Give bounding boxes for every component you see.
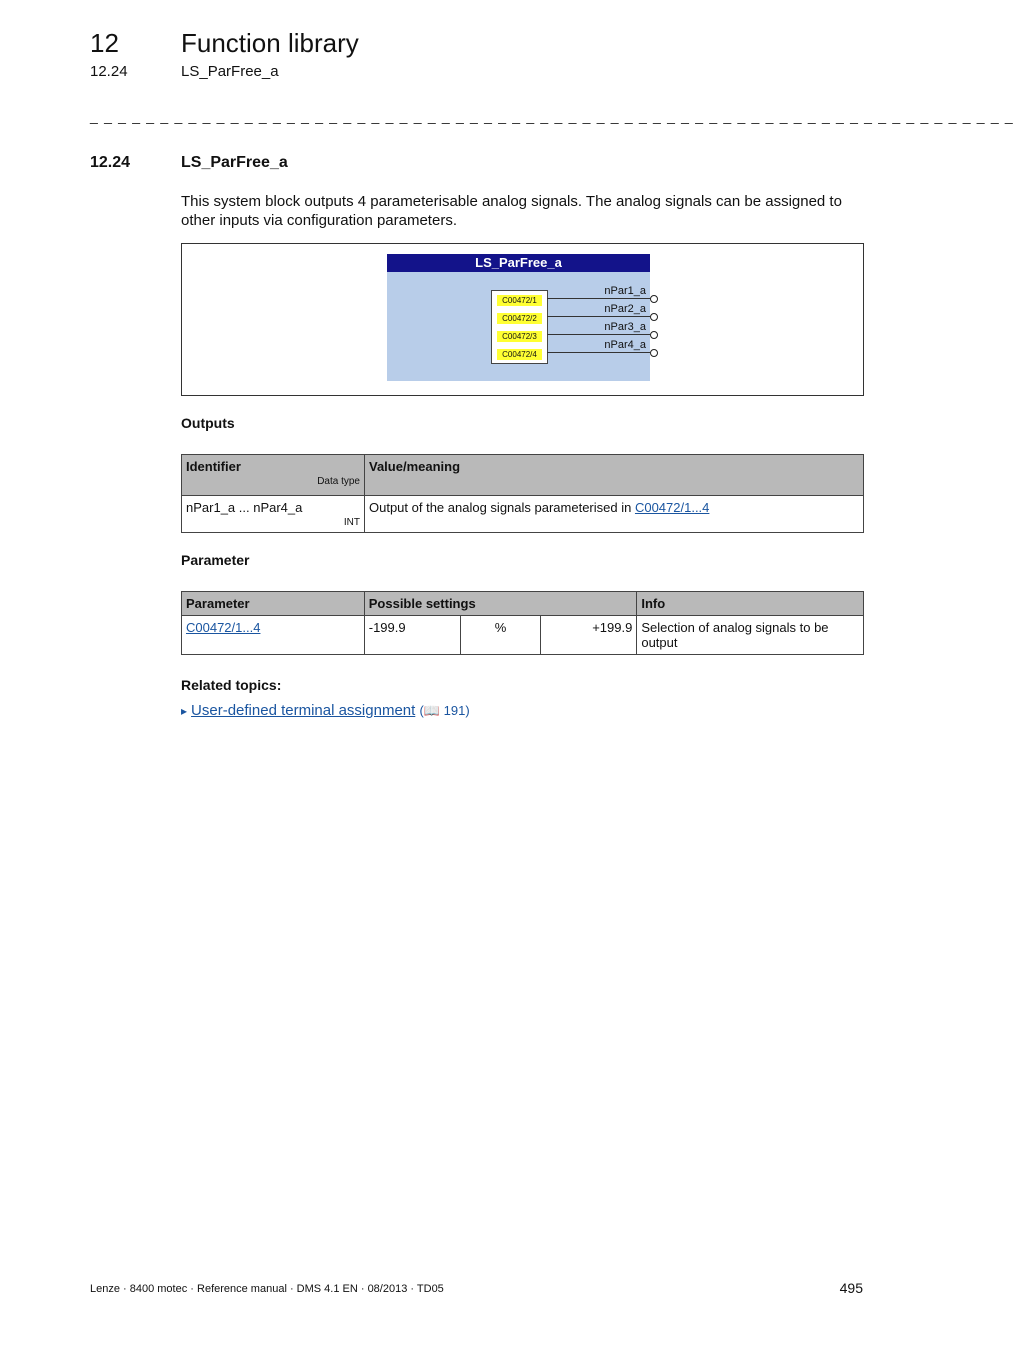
parameter-header: Parameter: [182, 592, 365, 616]
footer-document-info: Lenze · 8400 motec · Reference manual · DMS 4.1 EN · 08/2013 · TD05: [90, 1283, 444, 1295]
table-row: [182, 496, 864, 533]
output-label: nPar1_a: [604, 285, 646, 297]
output-line: [547, 316, 650, 317]
chapter-number: 12: [90, 28, 119, 58]
output-label: nPar2_a: [604, 303, 646, 315]
possible-settings-header: Possible settings: [364, 592, 637, 616]
identifier-value: nPar1_a ... nPar4_a: [186, 500, 303, 515]
parameter-link[interactable]: C00472/1...4: [186, 620, 261, 635]
book-icon: 📖: [423, 703, 441, 718]
header-dashed-rule: _ _ _ _ _ _ _ _ _ _ _ _ _ _ _ _ _ _ _ _ _ _ _ _ _ _ _ _ _ _ _ _ _ _ _ _ _ _ _ _ _ _ _ _ _ _ _ _ _ _ _ _ _ _ _ _ _ _ _ _ _ _ _ _ _ _: [90, 108, 1014, 124]
section-number: 12.24: [90, 154, 131, 171]
min-value-cell: -199.9: [364, 616, 460, 655]
data-type-header-label: Data type: [317, 476, 360, 487]
arrow-right-icon: ▸: [181, 704, 188, 718]
table-header-row: [182, 455, 864, 496]
page-reference-number: 191: [443, 703, 466, 718]
function-block-title: LS_ParFree_a: [387, 254, 650, 272]
output-label: nPar3_a: [604, 321, 646, 333]
parameter-link[interactable]: C00472/1...4: [634, 500, 710, 515]
output-terminal-icon: [650, 313, 658, 321]
subchapter-title: LS_ParFree_a: [181, 63, 279, 80]
section-title: LS_ParFree_a: [181, 154, 288, 171]
parameter-cell: [182, 616, 365, 655]
outputs-table: [181, 454, 864, 533]
page-number: 495: [839, 1280, 863, 1296]
output-label: nPar4_a: [604, 339, 646, 351]
chapter-title: Function library: [181, 28, 359, 58]
max-value-cell: +199.9: [541, 616, 637, 655]
info-cell: Selection of analog signals to be output: [637, 616, 864, 655]
table-row: [182, 616, 864, 655]
output-line: [547, 334, 650, 335]
identifier-cell: [182, 496, 365, 533]
data-type-value: INT: [343, 517, 360, 528]
parameter-heading: Parameter: [181, 552, 250, 568]
output-line: [547, 298, 650, 299]
value-meaning-cell: [365, 496, 864, 533]
param-chip: C00472/3: [497, 331, 542, 342]
param-chip: C00472/2: [497, 313, 542, 324]
intro-paragraph: This system block outputs 4 parameterisable analog signals. The analog signals can be assigned to other inputs via configuration parameters.: [181, 193, 842, 229]
output-terminal-icon: [650, 349, 658, 357]
related-topics-heading: Related topics:: [181, 677, 282, 693]
page-reference[interactable]: (📖 191): [419, 703, 470, 718]
param-chip: C00472/1: [497, 295, 542, 306]
outputs-heading: Outputs: [181, 415, 235, 431]
output-terminal-icon: [650, 331, 658, 339]
output-terminal-icon: [650, 295, 658, 303]
unit-cell: %: [460, 616, 541, 655]
identifier-header-label: Identifier: [186, 459, 241, 474]
related-topic-link[interactable]: User-defined terminal assignment: [191, 702, 416, 719]
table-header-row: [182, 592, 864, 616]
param-chip: C00472/4: [497, 349, 542, 360]
parameter-table: [181, 591, 864, 655]
subchapter-number: 12.24: [90, 63, 128, 80]
identifier-header: [182, 455, 365, 496]
output-line: [547, 352, 650, 353]
info-header: Info: [637, 592, 864, 616]
parameter-box: [491, 290, 548, 364]
value-meaning-text: Output of the analog signals parameterised in: [369, 500, 635, 515]
related-topic-item: [181, 702, 470, 719]
value-meaning-header: Value/meaning: [365, 455, 864, 496]
